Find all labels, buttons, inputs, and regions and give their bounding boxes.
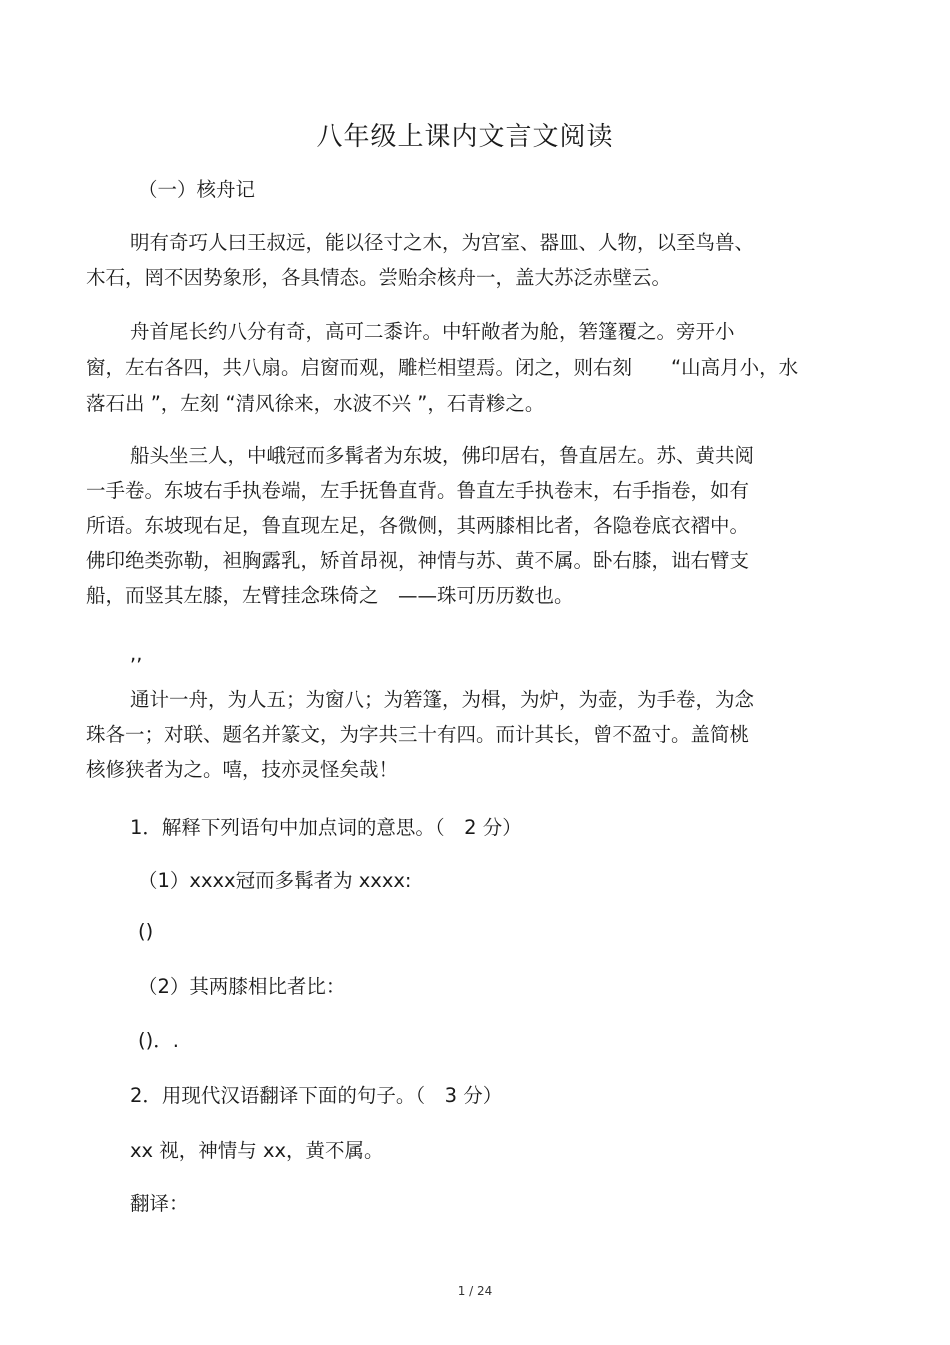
paragraph-3-line-1: 船头坐三人，中峨冠而多髯者为东坡，佛印居右，鲁直居左。苏、黄共阅 (130, 444, 755, 467)
page-indicator: 1 / 24 (457, 1284, 493, 1298)
paragraph-2-line-3: 落石出 ”，左刻 “清风徐来，水波不兴 ”，石青糁之。 (86, 392, 545, 415)
paragraph-4-line-2: 珠各一；对联、题名并篆文，为字共三十有四。而计其长，曾不盈寸。盖简桃 (86, 723, 750, 746)
paragraph-3-line-4: 佛印绝类弥勒，袒胸露乳，矫首昂视，神情与苏、黄不属。卧右膝，诎右臂支 (86, 549, 750, 572)
question-2-sentence: xx 视，神情与 xx，黄不属。 (130, 1139, 384, 1162)
question-1-part-1-answer: () (138, 920, 154, 943)
question-2-translate-label: 翻译： (130, 1192, 189, 1215)
question-1-part-2-answer: ()．. (138, 1029, 179, 1052)
paragraph-1-line-1: 明有奇巧人曰王叔远，能以径寸之木，为宫室、器皿、人物，以至鸟兽、 (130, 231, 755, 254)
paragraph-4-line-3: 核修狭者为之。嘻，技亦灵怪矣哉！ (86, 758, 399, 781)
paragraph-1-line-2: 木石，罔不因势象形，各具情态。尝贻余核舟一，盖大苏泛赤壁云。 (86, 266, 672, 289)
page-title: 八年级上课内文言文阅读 (316, 122, 614, 152)
question-1: 1．解释下列语句中加点词的意思。（ 2 分） (130, 816, 522, 839)
paragraph-3-line-5: 船，而竖其左膝，左臂挂念珠倚之 ——珠可历历数也。 (86, 584, 574, 607)
question-1-part-2: （2）其两膝相比者比： (138, 975, 346, 998)
paragraph-2-line-2: 窗，左右各四，共八扇。启窗而观，雕栏相望焉。闭之，则右刻 “山高月小，水 (86, 356, 799, 379)
paragraph-4-line-1: 通计一舟，为人五；为窗八；为箬篷，为楫，为炉，为壶，为手卷，为念 (130, 688, 755, 711)
stray-mark: ,, (130, 642, 143, 665)
question-1-part-1: （1）xxxx冠而多髯者为 xxxx: (138, 869, 412, 892)
paragraph-3-line-3: 所语。东坡现右足，鲁直现左足，各微侧，其两膝相比者，各隐卷底衣褶中。 (86, 514, 750, 537)
paragraph-2-line-1: 舟首尾长约八分有奇，高可二黍许。中轩敞者为舱，箬篷覆之。旁开小 (130, 320, 735, 343)
section-heading: （一）核舟记 (138, 178, 256, 201)
paragraph-3-line-2: 一手卷。东坡右手执卷端，左手抚鲁直背。鲁直左手执卷末，右手指卷，如有 (86, 479, 750, 502)
question-2: 2．用现代汉语翻译下面的句子。（ 3 分） (130, 1084, 503, 1107)
